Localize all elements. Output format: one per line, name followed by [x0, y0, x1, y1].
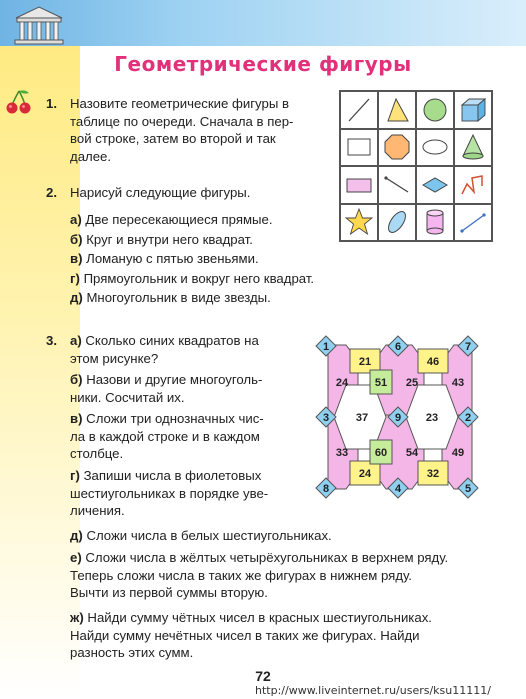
shape-cell — [416, 166, 454, 204]
shape-cell — [378, 129, 416, 167]
blue-number: 2 — [464, 412, 472, 424]
task-2-item: а) Две пересекающиеся прямые. — [70, 212, 273, 227]
task-2-item: б) Круг и внутри него квадрат. — [70, 231, 253, 247]
polyline-icon — [458, 170, 488, 200]
pink-number: 25 — [405, 377, 419, 389]
line-segment-icon — [344, 95, 374, 125]
task-2-item: д) Многоугольник в виде звезды. — [70, 290, 271, 306]
shape-cell — [340, 204, 378, 242]
pink-number: 33 — [335, 447, 349, 459]
task-1-number: 1. — [46, 96, 57, 111]
task-3a: а) Сколько синих квадратов на этом рисунке? — [70, 333, 259, 366]
oval-icon — [420, 132, 450, 162]
task-2-items — [70, 210, 314, 308]
task-2-item: в) Ломаную с пятью звеньями. — [70, 251, 259, 267]
polygons-puzzle — [308, 332, 492, 502]
shape-cell — [378, 91, 416, 129]
cherry-icon — [5, 88, 33, 116]
pink-number: 49 — [451, 447, 465, 459]
green-number: 60 — [374, 447, 388, 459]
temple-logo-icon — [10, 4, 68, 48]
blue-number: 6 — [394, 341, 402, 353]
blue-number: 7 — [464, 341, 472, 353]
cube-icon — [458, 95, 488, 125]
shape-cell — [416, 91, 454, 129]
blue-number: 8 — [322, 483, 330, 495]
ray-icon — [382, 170, 412, 200]
task-3-number: 3. — [46, 333, 57, 348]
shapes-table — [339, 90, 493, 242]
shape-cell — [340, 129, 378, 167]
shape-cell — [340, 166, 378, 204]
shape-cell — [454, 91, 492, 129]
cone-icon — [458, 132, 488, 162]
task-1-line: таблице по очереди. Сначала в пер- — [70, 113, 294, 129]
blue-number: 4 — [394, 483, 402, 495]
blue-number: 3 — [322, 412, 330, 424]
task-3e: е) Сложи числа в жёлтых четырёхугольниках в верхнем ряду. Теперь сложи числа в таких же фигурах в нижнем ряду. Вычти из первой суммы вторую. — [70, 550, 449, 601]
white-number: 23 — [425, 412, 439, 424]
pink-rectangle-icon — [344, 170, 374, 200]
shape-cell — [378, 166, 416, 204]
star-icon — [344, 207, 374, 237]
task-1-text — [70, 95, 326, 165]
yellow-number: 24 — [358, 468, 372, 480]
blue-number: 1 — [322, 341, 330, 353]
rhombus-icon — [420, 170, 450, 200]
pink-number: 24 — [335, 377, 349, 389]
white-number: 37 — [355, 412, 369, 424]
yellow-number: 21 — [358, 356, 372, 368]
task-1-line: вой строке, затем во второй и так — [70, 131, 276, 147]
task-2-item: г) Прямоугольник и вокруг него квадрат. — [70, 270, 315, 286]
shape-cell — [416, 204, 454, 242]
pink-number: 54 — [405, 447, 419, 459]
octagon-icon — [382, 132, 412, 162]
shape-cell — [378, 204, 416, 242]
shape-cell — [454, 166, 492, 204]
circle-icon — [420, 95, 450, 125]
rectangle-icon — [344, 132, 374, 162]
triangle-icon — [382, 95, 412, 125]
page-title: Геометрические фигуры — [114, 52, 412, 76]
segment-icon — [458, 207, 488, 237]
shape-cell — [340, 91, 378, 129]
page-number: 72 — [255, 668, 271, 684]
task-3g: г) Запиши числа в фиолетовых шестиугольниках в порядке уве- личения. — [70, 468, 269, 519]
task-3zh: ж) Найди сумму чётных чисел в красных шестиугольниках. Найди сумму нечётных чисел в таких же фигурах. Найди разность этих сумм. — [70, 610, 432, 661]
watermark-url: http://www.liveinternet.ru/users/ksu11111/ — [255, 684, 491, 697]
yellow-number: 46 — [426, 356, 440, 368]
shape-cell — [454, 204, 492, 242]
task-1-line: далее. — [70, 148, 112, 164]
task-3v: в) Сложи три однозначных чис- ла в каждой строке и в каждом столбце. — [70, 411, 264, 462]
task-2-number: 2. — [46, 185, 57, 200]
top-color-band — [0, 0, 526, 46]
green-number: 51 — [374, 377, 388, 389]
shape-cell — [416, 129, 454, 167]
ellipse-icon — [382, 207, 412, 237]
task-2-text: Нарисуй следующие фигуры. — [70, 185, 251, 200]
pink-number: 43 — [451, 377, 465, 389]
yellow-number: 32 — [426, 468, 440, 480]
blue-number: 5 — [464, 483, 472, 495]
task-3b: б) Назови и другие многоуголь- ники. Сосчитай их. — [70, 372, 263, 405]
cylinder-icon — [420, 207, 450, 237]
task-3d: д) Сложи числа в белых шестиугольниках. — [70, 528, 332, 543]
shape-cell — [454, 129, 492, 167]
blue-number: 9 — [394, 412, 402, 424]
task-1-line: Назовите геометрические фигуры в — [70, 96, 289, 111]
